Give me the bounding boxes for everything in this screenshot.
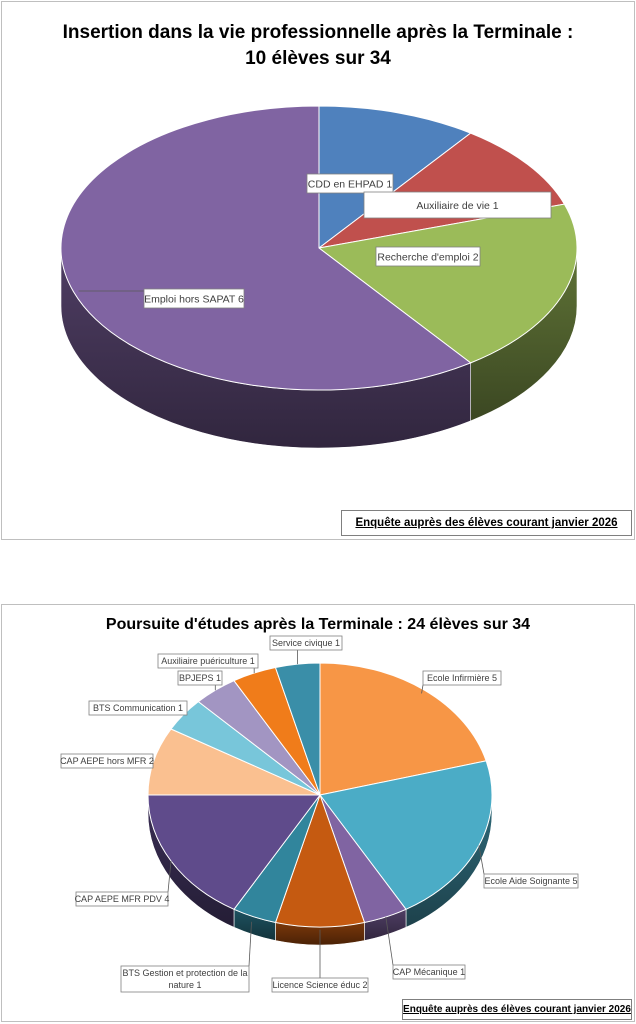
data-label-cdd-en-ehpad-1: CDD en EHPAD 1	[307, 178, 393, 191]
data-label-bts-communication-1: BTS Communication 1	[92, 703, 184, 713]
chart-panel-poursuite	[1, 604, 635, 1022]
data-label-emploi-hors-sapat-6: Emploi hors SAPAT 6	[144, 293, 244, 306]
source-note: Enquête auprès des élèves courant janvier 2026	[402, 999, 632, 1020]
data-label-bts-gestion-et-protection-de-la-nature-1: BTS Gestion et protection de la	[122, 968, 248, 978]
data-label-auxiliaire-puericulture-1: Auxiliaire puériculture 1	[161, 656, 255, 666]
chart-title-line2: 10 élèves sur 34	[245, 48, 391, 69]
data-label-licence-science-educ-2: Licence Science éduc 2	[272, 980, 368, 990]
pie-chart-poursuite	[2, 605, 635, 1022]
data-label-cap-mecanique-1: CAP Mécanique 1	[392, 967, 466, 977]
data-label-service-civique-1: Service civique 1	[271, 638, 341, 648]
data-label-bpjeps-1: BPJEPS 1	[178, 673, 222, 683]
source-note: Enquête auprès des élèves courant janvier 2026	[341, 510, 632, 536]
chart-title-poursuite: Poursuite d'études après la Terminale : 24 élèves sur 34	[105, 616, 531, 633]
data-label-ecole-aide-soignante-5: Ecole Aide Soignante 5	[484, 876, 578, 886]
pie-chart-insertion	[2, 2, 635, 540]
data-label-cap-aepe-mfr-pdv-4: CAP AEPE MFR PDV 4	[74, 894, 170, 904]
data-label-cap-aepe-hors-mfr-2: CAP AEPE hors MFR 2	[60, 756, 154, 766]
data-label-auxiliaire-de-vie-1: Auxiliaire de vie 1	[416, 199, 499, 212]
data-label-ecole-infirmiere-5: Ecole Infirmière 5	[426, 673, 498, 683]
chart-title-line1: Insertion dans la vie professionnelle après la Terminale :	[62, 22, 574, 43]
chart-panel-insertion	[1, 1, 635, 540]
data-label-bts-gestion-et-protection-de-la-nature-1: nature 1	[168, 980, 202, 990]
data-label-recherche-d-emploi-2: Recherche d'emploi 2	[377, 251, 479, 264]
